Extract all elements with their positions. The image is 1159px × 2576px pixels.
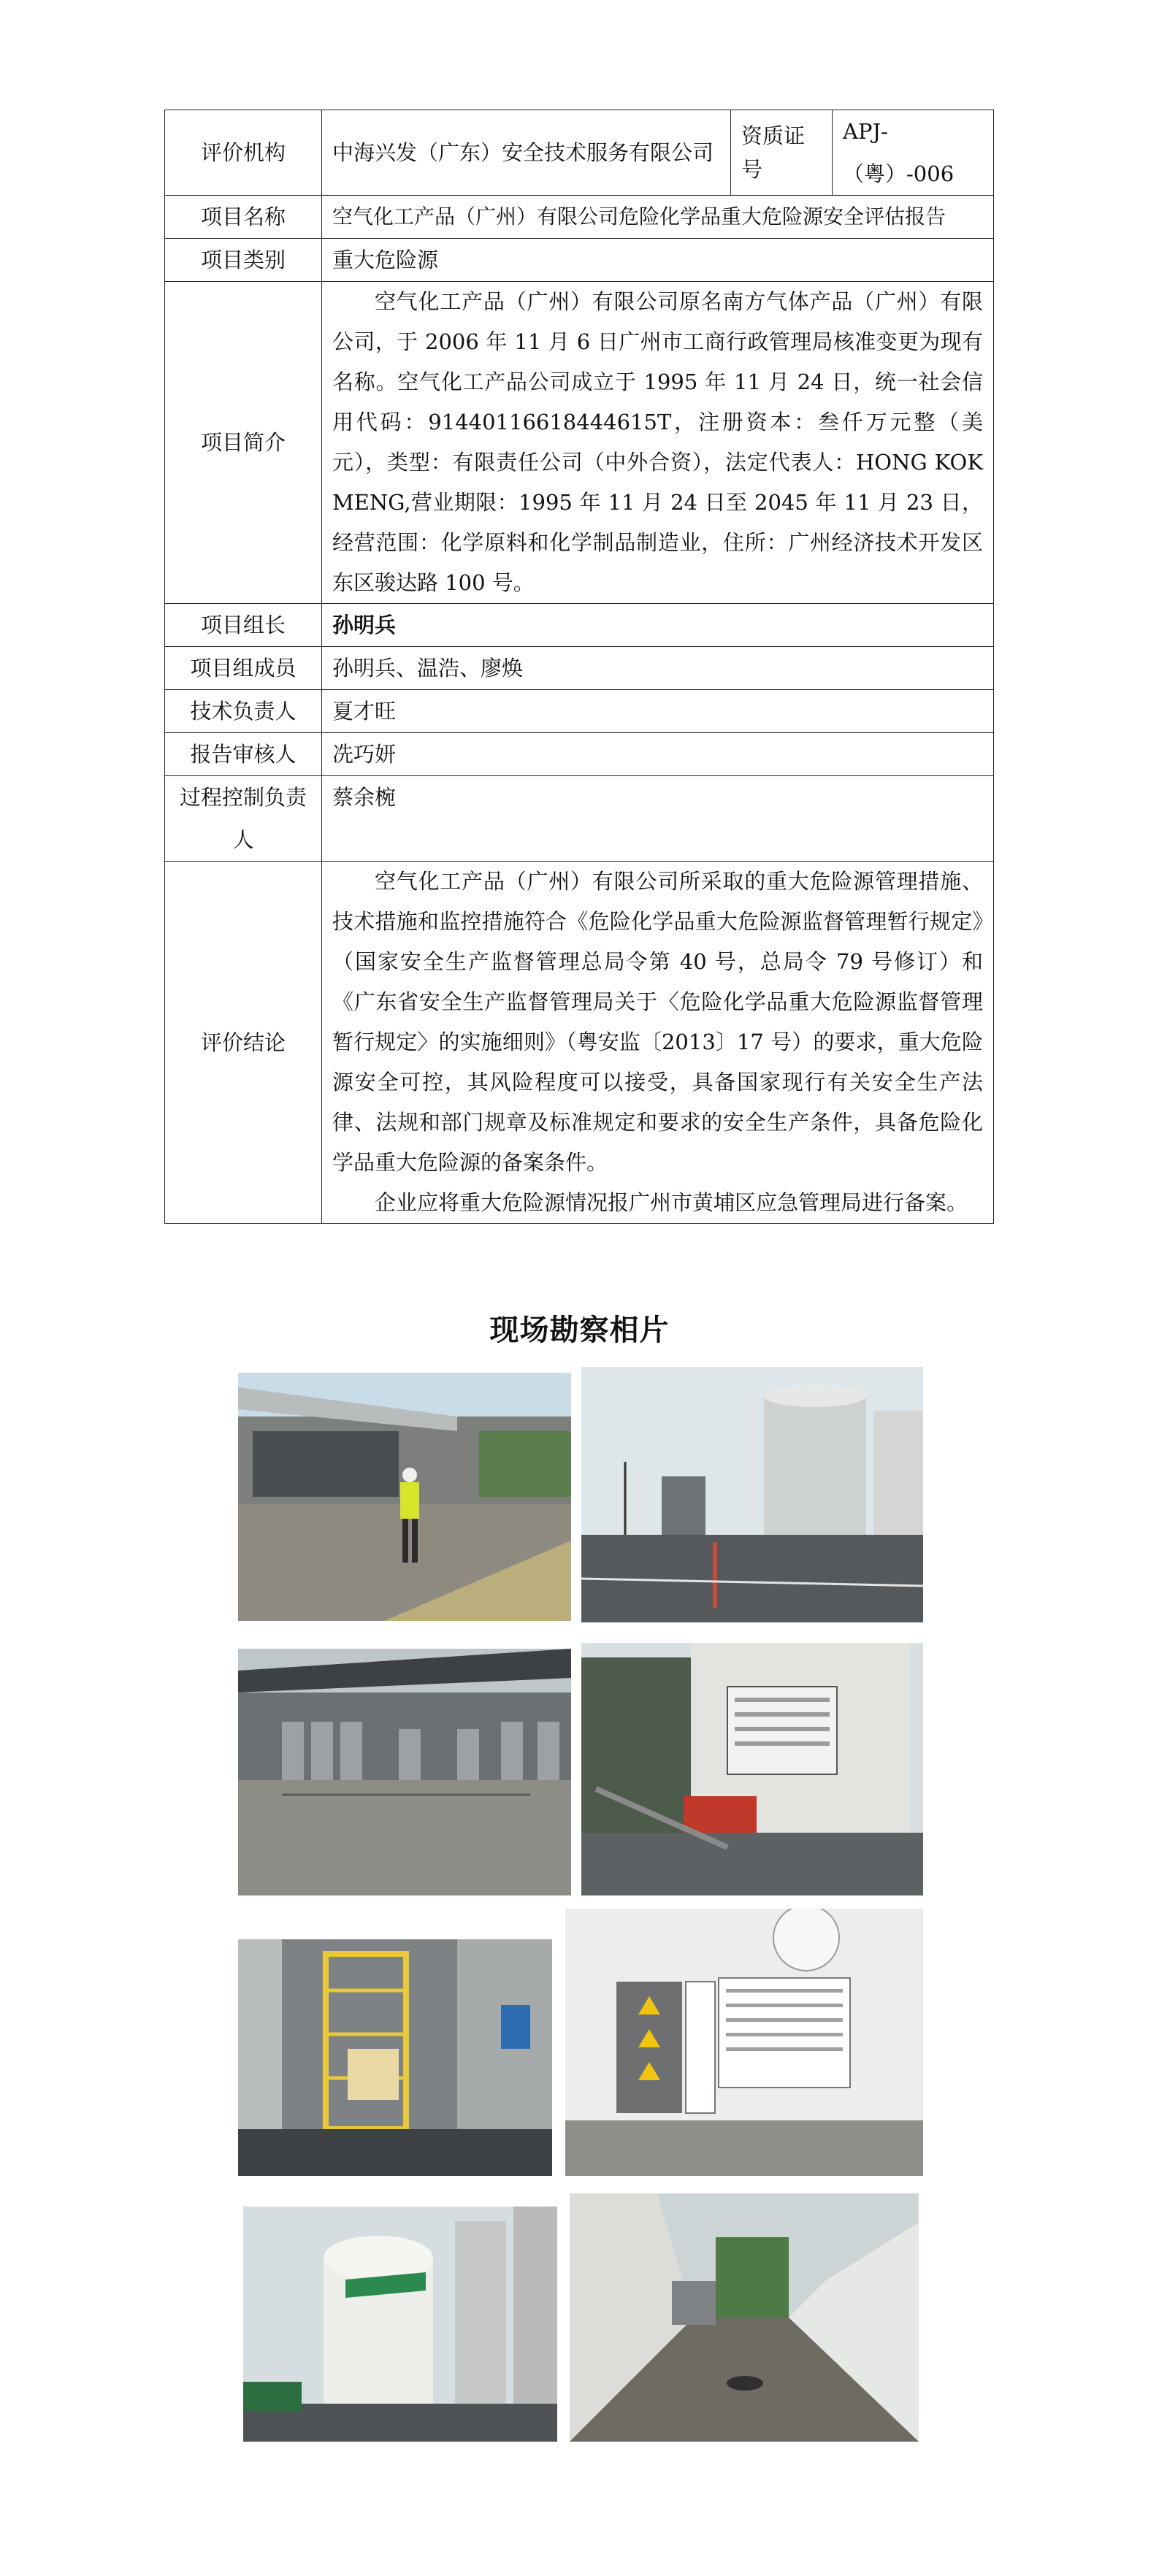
org-value: 中海兴发（广东）安全技术服务有限公司 [322, 110, 731, 196]
intro-value: 空气化工产品（广州）有限公司原名南方气体产品（广州）有限公司，于 2006 年 11 月 6 日广州市工商行政管理局核准变更为现有名称。空气化工产品公司成立于 1995 年 11 月 24 日，统一社会信用代码：91440116618444615T，注册资本：叁仟万元整（美元），类型：有限责任公司（中外合资），法定代表人：HONG KOK MENG,营业期限：1995 年 11 月 24 日至 2045 年 11 月 23 日，经营范围：化学原料和化学制品制造业，住所：广州经济技术开发区东区骏达路 100 号。 [332, 289, 983, 595]
site-photo-paved-alley [570, 2193, 919, 2442]
site-photo-air-products-tank [243, 2207, 557, 2442]
process-label: 过程控制负责人 [165, 776, 322, 862]
evaluation-info-table [164, 110, 994, 1224]
cert-value: APJ-（粤）-006 [833, 110, 994, 196]
row-reviewer [165, 733, 994, 776]
site-photo-warning-signs [565, 1909, 923, 2176]
project-name-value: 空气化工产品（广州）有限公司危险化学品重大危险源安全评估报告 [322, 196, 994, 239]
conclusion-paragraph-1: 空气化工产品（广州）有限公司所采取的重大危险源管理措施、技术措施和监控措施符合《危险化学品重大危险源监督管理暂行规定》（国家安全生产监督管理总局令第 40 号，总局令 79 号修订）和《广东省安全生产监督管理局关于〈危险化学品重大危险源监督管理暂行规定〉的实施细则》（粤安监〔2013〕17 号）的要求，重大危险源安全可控，其风险程度可以接受，具备国家现行有关安全生产法律、法规和部门规章及标准规定和要求的安全生产条件，具备危险化学品重大危险源的备案条件。 [332, 869, 983, 1175]
process-value: 蔡余椀 [322, 776, 994, 862]
site-photo-cylinder-yard [238, 1649, 571, 1895]
site-photo-inspector-warehouse [238, 1373, 571, 1621]
photos-title: 现场勘察相片 [489, 1314, 670, 1347]
cert-label: 资质证号 [731, 110, 833, 196]
tech-value: 夏才旺 [322, 690, 994, 733]
members-label: 项目组成员 [165, 647, 322, 690]
site-photo-tank-signboard [581, 1643, 923, 1895]
row-conclusion [165, 862, 994, 1224]
reviewer-label: 报告审核人 [165, 733, 322, 776]
reviewer-value: 冼巧妍 [322, 733, 994, 776]
conclusion-paragraph-2: 企业应将重大危险源情况报广州市黄埔区应急管理局进行备案。 [375, 1190, 968, 1215]
row-project-name [165, 196, 994, 239]
intro-cell [322, 282, 994, 604]
leader-value: 孙明兵 [322, 604, 994, 647]
org-label: 评价机构 [165, 110, 322, 196]
site-photo-pipes-ladder [238, 1939, 552, 2176]
category-label: 项目类别 [165, 239, 322, 282]
project-name-label: 项目名称 [165, 196, 322, 239]
conclusion-cell [322, 862, 994, 1224]
row-intro [165, 282, 994, 604]
row-leader [165, 604, 994, 647]
row-tech [165, 690, 994, 733]
members-value: 孙明兵、温浩、廖焕 [322, 647, 994, 690]
row-members [165, 647, 994, 690]
tech-label: 技术负责人 [165, 690, 322, 733]
intro-label: 项目简介 [165, 282, 322, 604]
site-photo-storage-tanks [581, 1367, 923, 1622]
row-process [165, 776, 994, 862]
row-category [165, 239, 994, 282]
leader-label: 项目组长 [165, 604, 322, 647]
row-org [165, 110, 994, 196]
conclusion-label: 评价结论 [165, 862, 322, 1224]
category-value: 重大危险源 [322, 239, 994, 282]
